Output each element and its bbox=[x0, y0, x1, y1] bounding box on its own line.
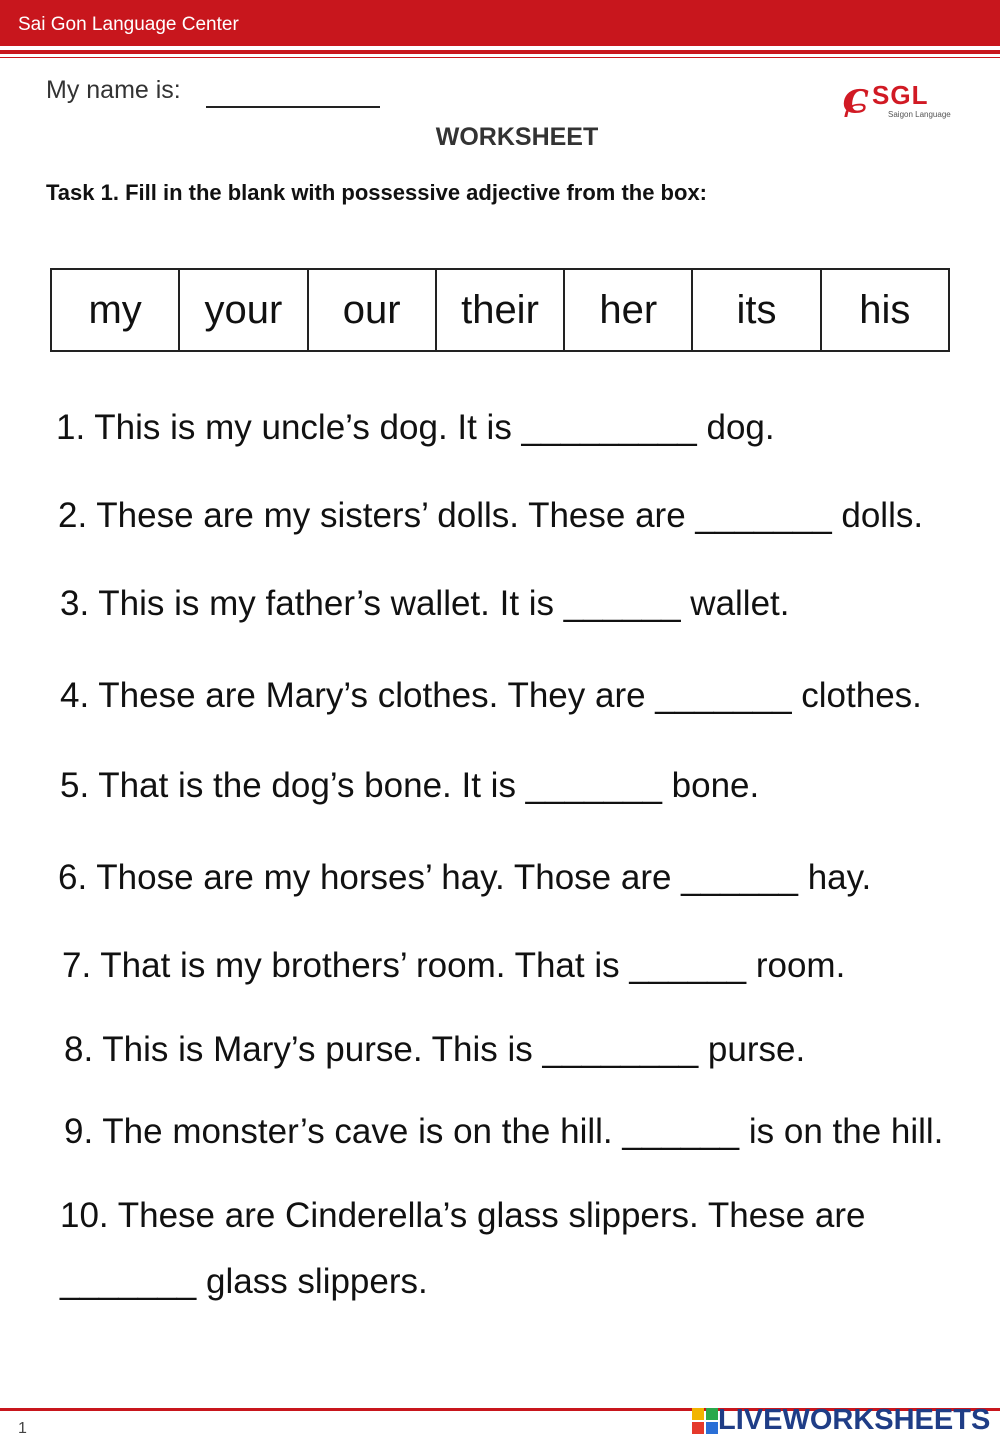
exercise-item-5: 5. That is the dog’s bone. It is _______ bone. bbox=[60, 766, 760, 805]
word-box bbox=[50, 268, 950, 352]
logo-subtitle: Saigon Language bbox=[888, 110, 951, 119]
word-box-item: its bbox=[693, 270, 821, 350]
exercise-item-6: 6. Those are my horses’ hay. Those are ______ hay. bbox=[58, 858, 872, 897]
exercise-item-3: 3. This is my father’s wallet. It is ______ wallet. bbox=[60, 584, 790, 623]
header-divider bbox=[0, 50, 1000, 54]
name-blank-line[interactable] bbox=[206, 106, 380, 108]
task-instruction: Task 1. Fill in the blank with possessive adjective from the box: bbox=[46, 180, 707, 205]
word-box-item: their bbox=[437, 270, 565, 350]
word-box-item: our bbox=[309, 270, 437, 350]
header-divider-thin bbox=[0, 57, 1000, 58]
page-number: 1 bbox=[18, 1420, 27, 1437]
exercise-item-7: 7. That is my brothers’ room. That is ______ room. bbox=[62, 946, 846, 985]
exercise-item-10: 10. These are Cinderella’s glass slippers. These are bbox=[60, 1196, 866, 1235]
watermark-text: LIVEWORKSHEETS bbox=[718, 1404, 991, 1436]
logo-brand: SGL bbox=[872, 80, 929, 110]
word-box-item: my bbox=[52, 270, 180, 350]
word-box-item: her bbox=[565, 270, 693, 350]
center-name: Sai Gon Language Center bbox=[18, 14, 239, 35]
sgl-logo bbox=[842, 72, 952, 126]
exercise-item-1: 1. This is my uncle’s dog. It is _________ dog. bbox=[56, 408, 775, 447]
liveworksheets-grid-icon bbox=[692, 1408, 718, 1434]
exercise-item-9: 9. The monster’s cave is on the hill. ______ is on the hill. bbox=[64, 1112, 944, 1151]
header-bar bbox=[0, 0, 1000, 46]
logo-swirl-icon: ɕ bbox=[842, 72, 869, 123]
word-box-item: his bbox=[859, 287, 911, 332]
word-box-item: your bbox=[180, 270, 308, 350]
exercise-item-4: 4. These are Mary’s clothes. They are _______ clothes. bbox=[60, 676, 922, 715]
exercise-item-8: 8. This is Mary’s purse. This is ________ purse. bbox=[64, 1030, 806, 1069]
worksheet-title: WORKSHEET bbox=[435, 123, 599, 151]
name-label: My name is: bbox=[46, 76, 181, 104]
exercise-item-10-continued: _______ glass slippers. bbox=[60, 1262, 428, 1301]
exercise-item-2: 2. These are my sisters’ dolls. These are _______ dolls. bbox=[58, 496, 924, 535]
